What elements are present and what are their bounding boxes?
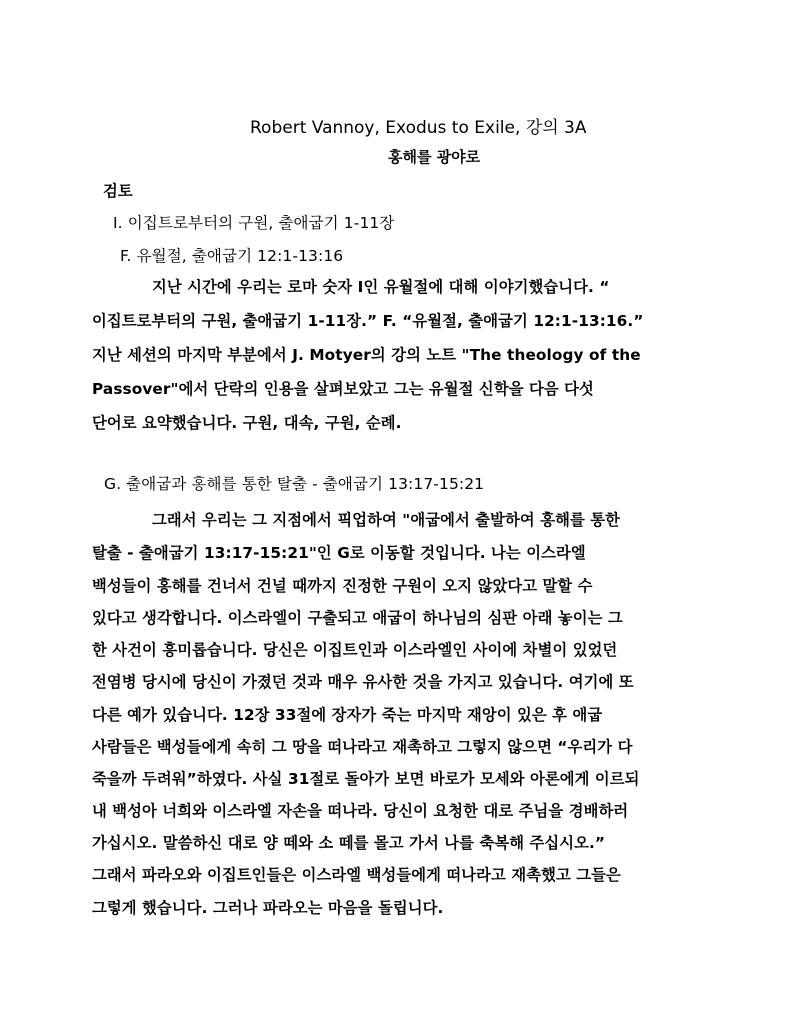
paragraph-line: 탈출 - 출애굽기 13:17-15:21"인 G로 이동할 것입니다. 나는 이스라엘	[92, 544, 586, 562]
paragraph-line: 단어로 요약했습니다. 구원, 대속, 구원, 순례.	[92, 414, 402, 432]
paragraph-line: 전염병 당시에 당신이 가졌던 것과 매우 유사한 것을 가지고 있습니다. 여기에 또	[92, 673, 634, 691]
paragraph-line: 있다고 생각합니다. 이스라엘이 구출되고 애굽이 하나님의 심판 아래 놓이는 그	[92, 609, 623, 627]
paragraph-line: 사람들은 백성들에게 속히 그 땅을 떠나라고 재촉하고 그렇지 않으면 “우리가 다	[92, 738, 633, 756]
outline-section-g: G. 출애굽과 홍해를 통한 탈출 - 출애굽기 13:17-15:21	[104, 475, 485, 493]
paragraph-line: 한 사건이 흥미롭습니다. 당신은 이집트인과 이스라엘인 사이에 차별이 있었던	[92, 641, 618, 659]
paragraph-line: 그래서 파라오와 이집트인들은 이스라엘 백성들에게 떠나라고 재촉했고 그들은	[92, 866, 621, 884]
paragraph-line: 다른 예가 있습니다. 12장 33절에 장자가 죽는 마지막 재앙이 있은 후 애굽	[92, 706, 603, 724]
outline-section-i: I. 이집트로부터의 구원, 출애굽기 1-11장	[113, 214, 395, 232]
paragraph-line: 그래서 우리는 그 지점에서 픽업하여 "애굽에서 출발하여 홍해를 통한	[152, 511, 621, 529]
paragraph-line: 내 백성아 너희와 이스라엘 자손을 떠나라. 당신이 요청한 대로 주님을 경배하러	[92, 802, 629, 820]
paragraph-line: 죽을까 두려워”하였다. 사실 31절로 돌아가 보면 바로가 모세와 아론에게 이르되	[92, 770, 640, 788]
paragraph-line: 지난 세션의 마지막 부분에서 J. Motyer의 강의 노트 "The theology of the	[92, 346, 641, 364]
outline-section-f: F. 유월절, 출애굽기 12:1-13:16	[120, 247, 344, 265]
paragraph-line: 그렇게 했습니다. 그러나 파라오는 마음을 돌립니다.	[92, 899, 444, 917]
document-subtitle: 홍해를 광야로	[388, 148, 481, 166]
review-heading: 검토	[103, 182, 133, 200]
paragraph-line: 백성들이 홍해를 건너서 건널 때까지 진정한 구원이 오지 않았다고 말할 수	[92, 577, 593, 595]
paragraph-line: 지난 시간에 우리는 로마 숫자 I인 유월절에 대해 이야기했습니다. “	[152, 278, 610, 296]
document-title: Robert Vannoy, Exodus to Exile, 강의 3A	[250, 118, 587, 138]
paragraph-line: Passover"에서 단락의 인용을 살펴보았고 그는 유월절 신학을 다음 다섯	[92, 380, 594, 398]
paragraph-line: 가십시오. 말씀하신 대로 양 떼와 소 떼를 몰고 가서 나를 축복해 주십시오.”	[92, 834, 606, 852]
paragraph-line: 이집트로부터의 구원, 출애굽기 1-11장.” F. “유월절, 출애굽기 12:1-13:16.”	[92, 312, 644, 330]
